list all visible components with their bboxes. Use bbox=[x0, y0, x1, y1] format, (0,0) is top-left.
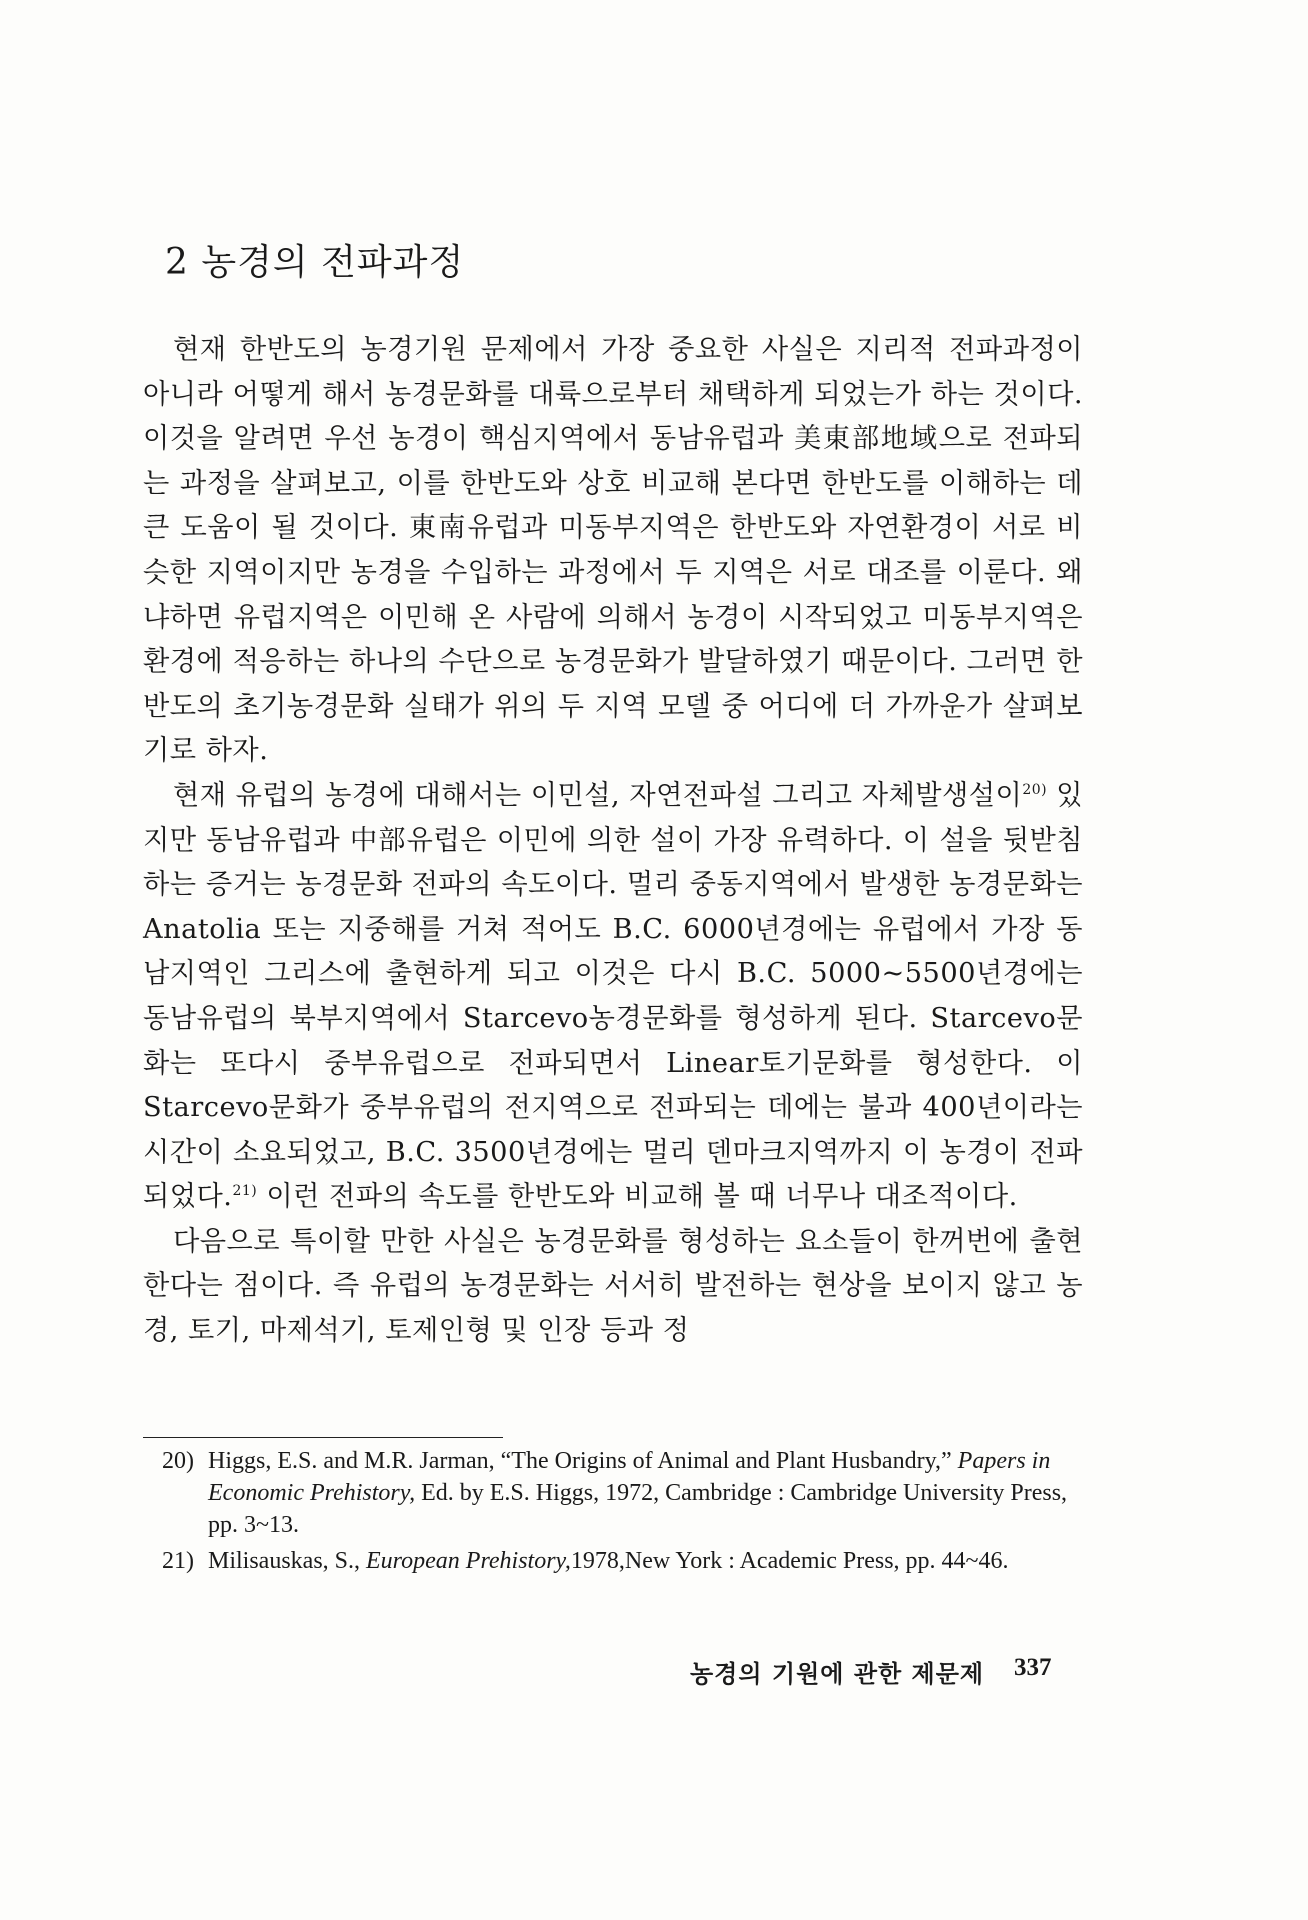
running-footer-title: 농경의 기원에 관한 제문제 bbox=[690, 1659, 985, 1688]
footnote-citation-end: 1978,New York : Academic Press, pp. 44~46. bbox=[570, 1548, 1009, 1574]
footnote-text bbox=[208, 1445, 1080, 1541]
footnote-number: 21) bbox=[162, 1548, 194, 1574]
footnote-citation-start: Higgs, E.S. and M.R. Jarman, “The Origins of Animal and Plant Husbandry,” bbox=[208, 1448, 958, 1474]
paragraph-2-middle: 있지만 동남유럽과 中部유럽은 이민에 의한 설이 가장 유력하다. 이 설을 뒷받침하는 증거는 농경문화 전파의 속도이다. 멀리 중동지역에서 발생한 농경문화는 Anatolia 또는 지중해를 거쳐 적어도 B.C. 6000년경에는 유럽에서 가장 동남지역인 그리스에 출현하게 되고 이것은 다시 B.C. 5000~5500년경에는 동남유럽의 북부지역에서 Starcevo농경문화를 형성하게 된다. Starcevo문화는 또다시 중부유럽으로 전파되면서 Linear토기문화를 형성한다. 이 Starcevo문화가 중부유럽의 전지역으로 전파되는 데에는 불과 400년이라는 시간이 소요되었고, B.C. 3500년경에는 멀리 덴마크지역까지 이 농경이 전파되었다. bbox=[143, 779, 1084, 1213]
footnote-20 bbox=[162, 1445, 1080, 1541]
footnote-citation-start: Milisauskas, S., bbox=[208, 1548, 367, 1574]
paragraph-3: 다음으로 특이할 만한 사실은 농경문화를 형성하는 요소들이 한꺼번에 출현한다는 점이다. 즉 유럽의 농경문화는 서서히 발전하는 현상을 보이지 않고 농경, 토기, 마제석기, 토제인형 및 인장 등과 정 bbox=[143, 1225, 1083, 1347]
paragraph-2 bbox=[143, 774, 1083, 1220]
paragraph-1: 현재 한반도의 농경기원 문제에서 가장 중요한 사실은 지리적 전파과정이 아니라 어떻게 해서 농경문화를 대륙으로부터 채택하게 되었는가 하는 것이다. 이것을 알려면 우선 농경이 핵심지역에서 동남유럽과 美東部地域으로 전파되는 과정을 살펴보고, 이를 한반도와 상호 비교해 본다면 한반도를 이해하는 데 큰 도움이 될 것이다. 東南유럽과 미동부지역은 한반도와 자연환경이 서로 비슷한 지역이지만 농경을 수입하는 과정에서 두 지역은 서로 대조를 이룬다. 왜냐하면 유럽지역은 이민해 온 사람에 의해서 농경이 시작되었고 미동부지역은 환경에 적응하는 하나의 수단으로 농경문화가 발달하였기 때문이다. 그러면 한반도의 초기농경문화 실태가 위의 두 지역 모델 중 어디에 더 가까운가 살펴보기로 하자. bbox=[143, 334, 1083, 767]
footnote-number: 20) bbox=[162, 1448, 194, 1474]
footnote-ref-21: 21) bbox=[232, 1183, 258, 1200]
footnotes bbox=[162, 1445, 1080, 1581]
footnote-text bbox=[208, 1545, 1080, 1577]
paragraph-2-start: 현재 유럽의 농경에 대해서는 이민설, 자연전파설 그리고 자체발생설이 bbox=[173, 779, 1023, 811]
footnote-book-title: European Prehistory, bbox=[366, 1548, 571, 1574]
footnote-ref-20: 20) bbox=[1022, 781, 1048, 798]
section-title: 2 농경의 전파과정 bbox=[165, 242, 465, 283]
page-number: 337 bbox=[1014, 1654, 1052, 1681]
footnote-21 bbox=[162, 1545, 1080, 1577]
footnote-divider bbox=[143, 1437, 503, 1438]
body-text bbox=[143, 328, 1083, 1354]
footnote-book-title: Papers in Economic Prehistory, bbox=[208, 1448, 1051, 1506]
paragraph-2-end: 이런 전파의 속도를 한반도와 비교해 볼 때 너무나 대조적이다. bbox=[257, 1181, 1018, 1213]
footnote-citation-end: Ed. by E.S. Higgs, 1972, Cambridge : Cambridge University Press, pp. 3~13. bbox=[208, 1480, 1068, 1538]
